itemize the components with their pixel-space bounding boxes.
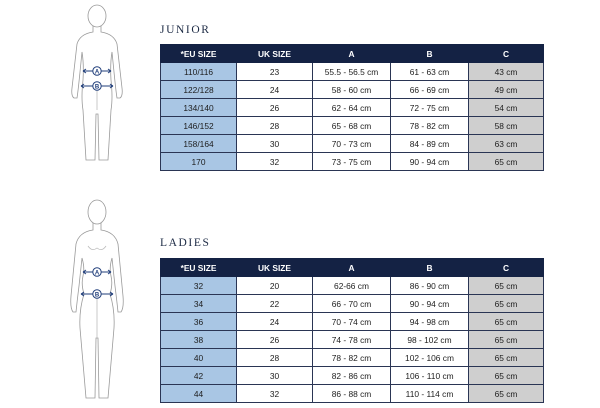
a-cell: 58 - 60 cm xyxy=(313,81,391,99)
uk-size-cell: 22 xyxy=(237,295,313,313)
b-cell: 72 - 75 cm xyxy=(391,99,469,117)
uk-size-cell: 24 xyxy=(237,81,313,99)
eu-size-cell: 158/164 xyxy=(161,135,237,153)
b-cell: 90 - 94 cm xyxy=(391,295,469,313)
a-cell: 62 - 64 cm xyxy=(313,99,391,117)
header-eu-size: *EU SIZE xyxy=(161,259,237,277)
eu-size-cell: 44 xyxy=(161,385,237,403)
table-row xyxy=(161,331,544,349)
eu-size-cell: 34 xyxy=(161,295,237,313)
table-row xyxy=(161,81,544,99)
uk-size-cell: 24 xyxy=(237,313,313,331)
junior-title: JUNIOR xyxy=(160,24,211,36)
c-cell: 54 cm xyxy=(469,99,544,117)
a-cell: 62-66 cm xyxy=(313,277,391,295)
b-cell: 110 - 114 cm xyxy=(391,385,469,403)
junior-body-figure xyxy=(66,2,128,164)
c-cell: 65 cm xyxy=(469,349,544,367)
header-b: B xyxy=(391,259,469,277)
junior-mark-b: B xyxy=(94,84,100,91)
table-row xyxy=(161,117,544,135)
c-cell: 65 cm xyxy=(469,367,544,385)
c-cell: 49 cm xyxy=(469,81,544,99)
b-cell: 84 - 89 cm xyxy=(391,135,469,153)
a-cell: 78 - 82 cm xyxy=(313,349,391,367)
header-c: C xyxy=(469,45,544,63)
ladies-header-row xyxy=(161,259,544,277)
table-row xyxy=(161,313,544,331)
b-cell: 90 - 94 cm xyxy=(391,153,469,171)
junior-header-row xyxy=(161,45,544,63)
eu-size-cell: 170 xyxy=(161,153,237,171)
junior-size-table xyxy=(160,44,544,171)
ladies-mark-b: B xyxy=(94,292,100,299)
c-cell: 43 cm xyxy=(469,63,544,81)
b-cell: 98 - 102 cm xyxy=(391,331,469,349)
b-cell: 94 - 98 cm xyxy=(391,313,469,331)
eu-size-cell: 146/152 xyxy=(161,117,237,135)
a-cell: 65 - 68 cm xyxy=(313,117,391,135)
uk-size-cell: 28 xyxy=(237,117,313,135)
header-eu-size: *EU SIZE xyxy=(161,45,237,63)
table-row xyxy=(161,367,544,385)
a-cell: 82 - 86 cm xyxy=(313,367,391,385)
a-cell: 74 - 78 cm xyxy=(313,331,391,349)
c-cell: 65 cm xyxy=(469,277,544,295)
b-cell: 106 - 110 cm xyxy=(391,367,469,385)
eu-size-cell: 134/140 xyxy=(161,99,237,117)
table-row xyxy=(161,277,544,295)
uk-size-cell: 30 xyxy=(237,135,313,153)
c-cell: 65 cm xyxy=(469,385,544,403)
header-uk-size: UK SIZE xyxy=(237,45,313,63)
ladies-size-table xyxy=(160,258,544,403)
a-cell: 73 - 75 cm xyxy=(313,153,391,171)
c-cell: 65 cm xyxy=(469,331,544,349)
eu-size-cell: 38 xyxy=(161,331,237,349)
c-cell: 65 cm xyxy=(469,313,544,331)
b-cell: 66 - 69 cm xyxy=(391,81,469,99)
eu-size-cell: 42 xyxy=(161,367,237,385)
c-cell: 65 cm xyxy=(469,153,544,171)
eu-size-cell: 122/128 xyxy=(161,81,237,99)
eu-size-cell: 36 xyxy=(161,313,237,331)
uk-size-cell: 32 xyxy=(237,153,313,171)
header-b: B xyxy=(391,45,469,63)
eu-size-cell: 40 xyxy=(161,349,237,367)
eu-size-cell: 32 xyxy=(161,277,237,295)
table-row xyxy=(161,135,544,153)
uk-size-cell: 23 xyxy=(237,63,313,81)
ladies-mark-a: A xyxy=(94,270,100,277)
b-cell: 102 - 106 cm xyxy=(391,349,469,367)
b-cell: 61 - 63 cm xyxy=(391,63,469,81)
uk-size-cell: 26 xyxy=(237,99,313,117)
c-cell: 65 cm xyxy=(469,295,544,313)
b-cell: 78 - 82 cm xyxy=(391,117,469,135)
a-cell: 55.5 - 56.5 cm xyxy=(313,63,391,81)
a-cell: 70 - 73 cm xyxy=(313,135,391,153)
table-row xyxy=(161,99,544,117)
table-row xyxy=(161,153,544,171)
uk-size-cell: 32 xyxy=(237,385,313,403)
c-cell: 63 cm xyxy=(469,135,544,153)
eu-size-cell: 110/116 xyxy=(161,63,237,81)
table-row xyxy=(161,385,544,403)
uk-size-cell: 26 xyxy=(237,331,313,349)
header-a: A xyxy=(313,45,391,63)
header-c: C xyxy=(469,259,544,277)
uk-size-cell: 20 xyxy=(237,277,313,295)
ladies-body-figure xyxy=(66,198,128,403)
table-row xyxy=(161,349,544,367)
uk-size-cell: 28 xyxy=(237,349,313,367)
junior-mark-a: A xyxy=(94,69,100,76)
ladies-title: LADIES xyxy=(160,237,211,249)
a-cell: 86 - 88 cm xyxy=(313,385,391,403)
header-uk-size: UK SIZE xyxy=(237,259,313,277)
table-row xyxy=(161,295,544,313)
c-cell: 58 cm xyxy=(469,117,544,135)
b-cell: 86 - 90 cm xyxy=(391,277,469,295)
table-row xyxy=(161,63,544,81)
header-a: A xyxy=(313,259,391,277)
a-cell: 66 - 70 cm xyxy=(313,295,391,313)
a-cell: 70 - 74 cm xyxy=(313,313,391,331)
uk-size-cell: 30 xyxy=(237,367,313,385)
